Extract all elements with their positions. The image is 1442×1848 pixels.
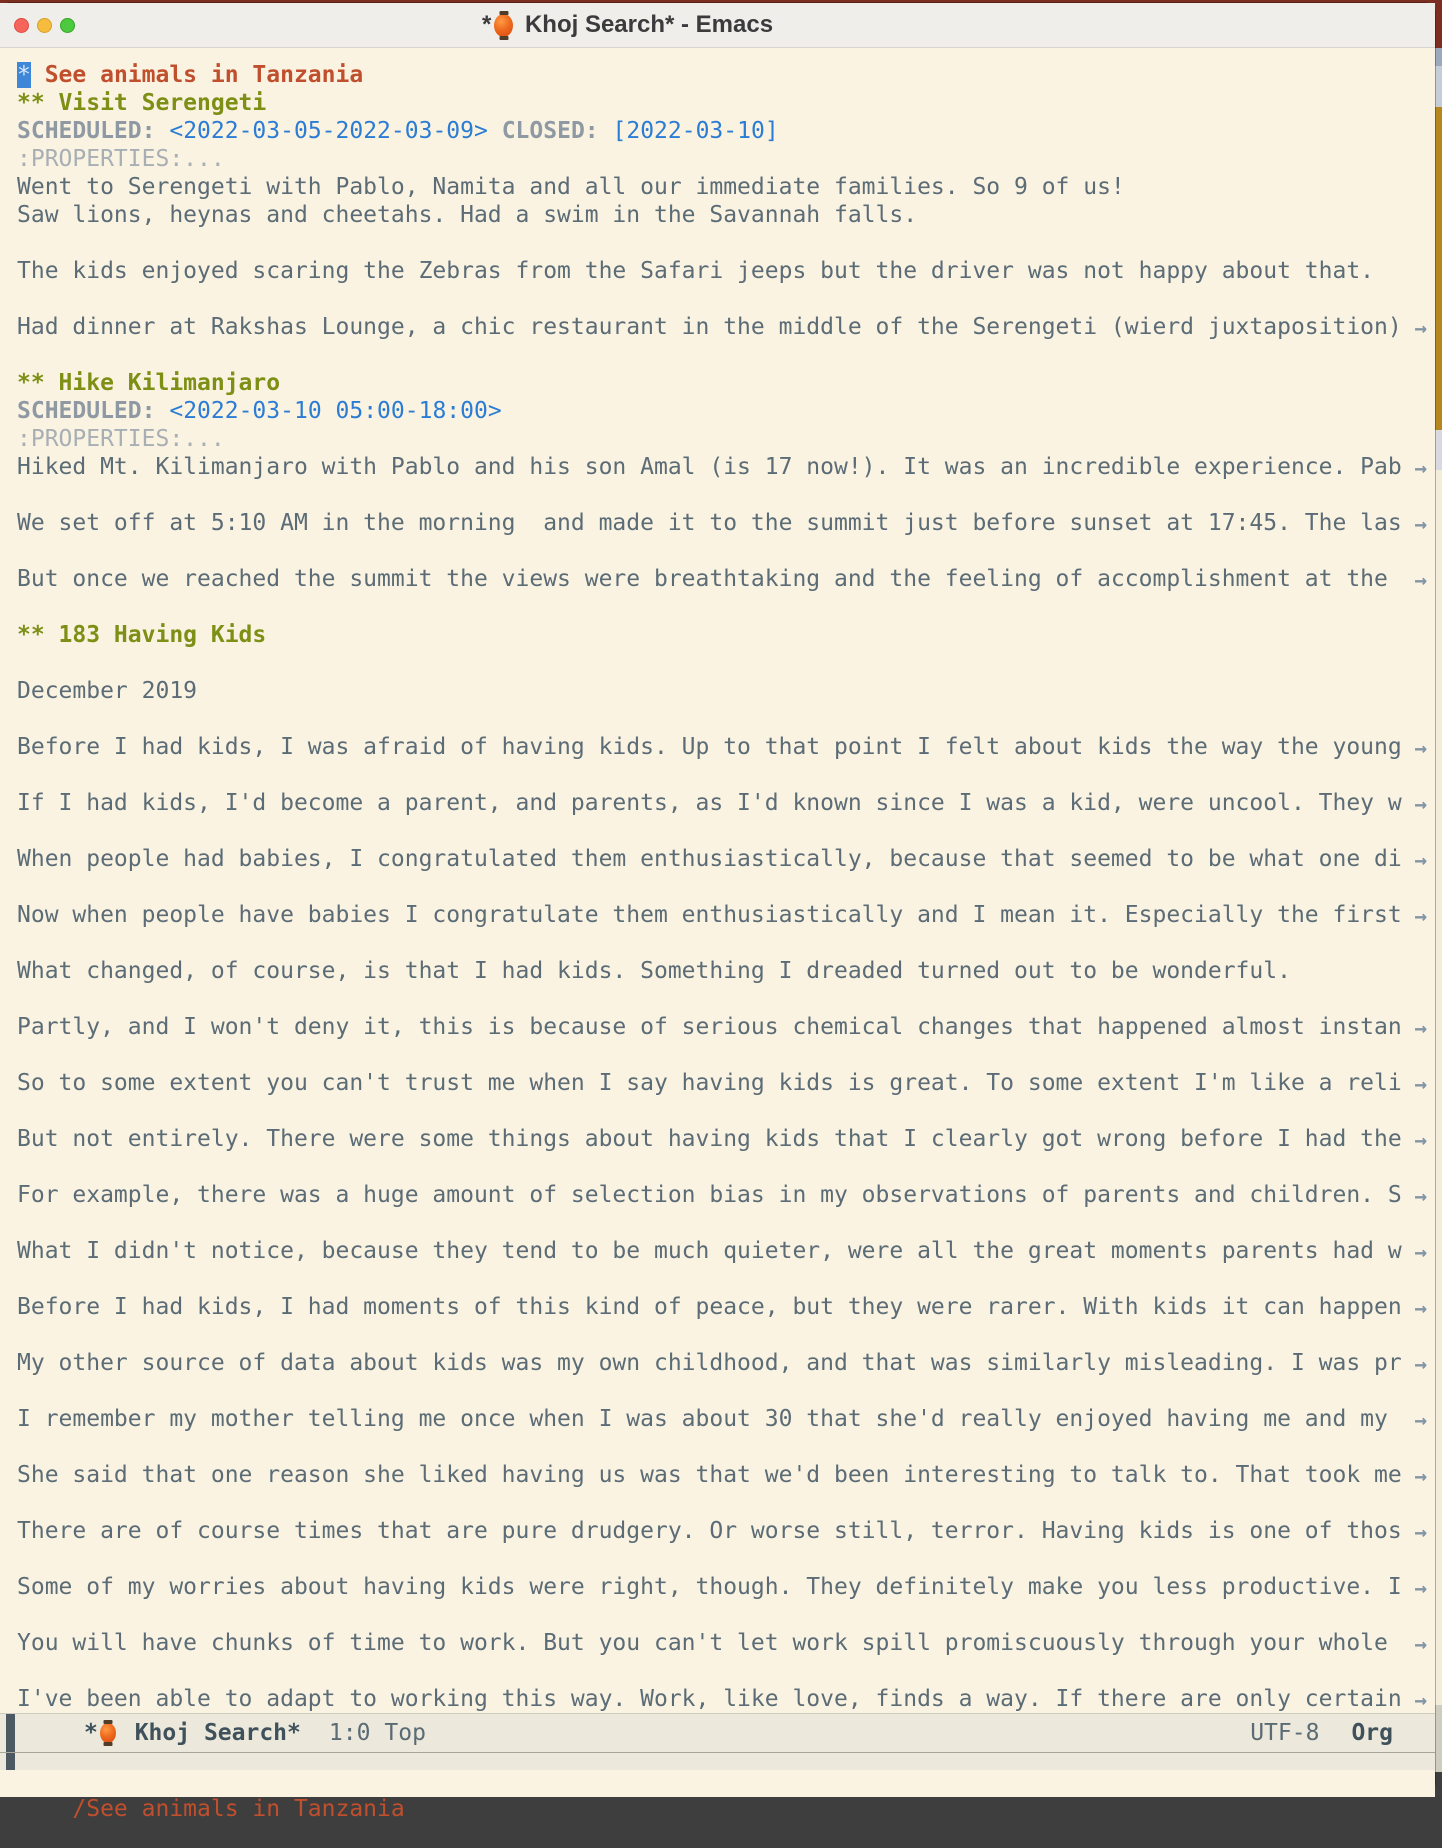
buffer-line (17, 1405, 1435, 1433)
buffer-line (17, 509, 1435, 537)
line-truncation-arrow-icon: → (1414, 736, 1427, 760)
text-cursor: * (17, 62, 31, 88)
modeline-buffer-name[interactable] (84, 1720, 301, 1746)
buffer-line (17, 901, 1435, 929)
buffer-blank-line (17, 873, 1435, 901)
buffer-line (17, 1461, 1435, 1489)
text-segment-prop: :PROPERTIES:... (17, 426, 225, 452)
text-segment-b: When people had babies, I congratulated them enthusiastically, because that seemed to be what one di (17, 846, 1402, 872)
buffer-blank-line (17, 481, 1435, 509)
buffer-line (17, 677, 1435, 705)
text-segment-b: December 2019 (17, 678, 198, 704)
buffer-line (17, 1237, 1435, 1265)
text-segment-b: Some of my worries about having kids were right, though. They definitely make you less productive. I (17, 1574, 1402, 1600)
line-truncation-arrow-icon: → (1414, 1632, 1427, 1656)
buffer-blank-line (17, 1153, 1435, 1181)
text-segment-b: Went to Serengeti with Pablo, Namita and all our immediate families. So 9 of us! (17, 174, 1125, 200)
buffer-line (17, 1181, 1435, 1209)
buffer-line (17, 845, 1435, 873)
buffer-blank-line (17, 649, 1435, 677)
buffer-line (17, 1349, 1435, 1377)
buffer-line (17, 313, 1435, 341)
text-segment-b (155, 398, 169, 424)
buffer-line (17, 145, 1435, 173)
text-segment-b: So to some extent you can't trust me when I say having kids is great. To some extent I'm like a reli (17, 1070, 1402, 1096)
buffer-blank-line (17, 285, 1435, 313)
line-truncation-arrow-icon: → (1414, 1464, 1427, 1488)
buffer-line (17, 1293, 1435, 1321)
buffer-line (17, 789, 1435, 817)
text-segment-kw: CLOSED: (501, 118, 599, 144)
line-truncation-arrow-icon: → (1414, 1016, 1427, 1040)
text-segment-h2: ** Hike Kilimanjaro (17, 370, 281, 396)
close-button[interactable] (14, 18, 29, 33)
text-segment-b: We set off at 5:10 AM in the morning and made it to the summit just before sunset at 17:45. The las (17, 510, 1402, 536)
line-truncation-arrow-icon: → (1414, 848, 1427, 872)
emacs-window (0, 3, 1435, 1822)
buffer-blank-line (17, 593, 1435, 621)
buffer-blank-line (17, 1433, 1435, 1461)
modeline-underline (0, 1752, 1435, 1753)
line-truncation-arrow-icon: → (1414, 456, 1427, 480)
modeline-name-prefix: * (84, 1720, 98, 1746)
title-prefix: * (481, 11, 492, 38)
line-truncation-arrow-icon: → (1414, 1688, 1427, 1712)
text-segment-b: She said that one reason she liked having us was that we'd been interesting to talk to. That took me (17, 1462, 1402, 1488)
buffer-line (17, 565, 1435, 593)
text-segment-b: What I didn't notice, because they tend to be much quieter, were all the great moments parents had w (17, 1238, 1402, 1264)
buffer-line (17, 957, 1435, 985)
buffer-blank-line (17, 1209, 1435, 1237)
line-truncation-arrow-icon: → (1414, 1520, 1427, 1544)
text-segment-b: Now when people have babies I congratulate them enthusiastically and I mean it. Especially the first (17, 902, 1402, 928)
text-segment-b: But not entirely. There were some things about having kids that I clearly got wrong before I had the (17, 1126, 1402, 1152)
traffic-lights (14, 3, 75, 47)
text-segment-h1: See animals in Tanzania (30, 62, 364, 88)
buffer-blank-line (17, 1601, 1435, 1629)
buffer-line (17, 425, 1435, 453)
buffer-line (17, 201, 1435, 229)
lantern-icon (100, 1723, 116, 1743)
text-segment-b (488, 118, 502, 144)
buffer-blank-line (17, 1377, 1435, 1405)
buffer-blank-line (17, 705, 1435, 733)
line-truncation-arrow-icon: → (1414, 904, 1427, 928)
minibuffer-search-text: /See animals in Tanzania (72, 1796, 405, 1822)
text-segment-b: For example, there was a huge amount of selection bias in my observations of parents and children. S (17, 1182, 1402, 1208)
text-segment-b: But once we reached the summit the views were breathtaking and the feeling of accomplishment at the (17, 566, 1402, 592)
text-segment-b: If I had kids, I'd become a parent, and parents, as I'd known since I was a kid, were uncool. They w (17, 790, 1402, 816)
line-truncation-arrow-icon: → (1414, 1128, 1427, 1152)
minimize-button[interactable] (37, 18, 52, 33)
text-segment-h2: ** 183 Having Kids (17, 622, 267, 648)
line-truncation-arrow-icon: → (1414, 1352, 1427, 1376)
modeline-scroll-position: Top (384, 1720, 426, 1746)
text-segment-kw: SCHEDULED: (17, 118, 156, 144)
text-segment-b: I remember my mother telling me once when I was about 30 that she'd really enjoyed having me and my (17, 1406, 1402, 1432)
org-heading-line[interactable] (17, 61, 1435, 89)
buffer-blank-line (17, 537, 1435, 565)
modeline (0, 1713, 1435, 1770)
buffer-line (17, 397, 1435, 425)
background-window-right-sliver (1434, 0, 1442, 1800)
buffer-blank-line (17, 341, 1435, 369)
line-truncation-arrow-icon: → (1414, 1296, 1427, 1320)
buffer-line (17, 1685, 1435, 1713)
buffer-blank-line (17, 1041, 1435, 1069)
buffer-line (17, 733, 1435, 761)
org-heading-line[interactable] (17, 369, 1435, 397)
modeline-encoding: UTF-8 (1250, 1720, 1320, 1746)
lantern-icon (494, 14, 513, 37)
text-segment-b: There are of course times that are pure drudgery. Or worse still, terror. Having kids is one of thos (17, 1518, 1402, 1544)
buffer-line (17, 257, 1435, 285)
text-segment-b: Before I had kids, I had moments of this kind of peace, but they were rarer. With kids it can happen (17, 1294, 1402, 1320)
modeline-major-mode[interactable]: Org (1351, 1720, 1393, 1746)
line-truncation-arrow-icon: → (1414, 316, 1427, 340)
line-truncation-arrow-icon: → (1414, 512, 1427, 536)
org-heading-line[interactable] (17, 621, 1435, 649)
buffer-blank-line (17, 1097, 1435, 1125)
buffer-blank-line (17, 1321, 1435, 1349)
text-segment-b: Saw lions, heynas and cheetahs. Had a swim in the Savannah falls. (17, 202, 918, 228)
line-truncation-arrow-icon: → (1414, 1576, 1427, 1600)
line-truncation-arrow-icon: → (1414, 1184, 1427, 1208)
text-segment-b: My other source of data about kids was my own childhood, and that was similarly misleading. I was pr (17, 1350, 1402, 1376)
line-truncation-arrow-icon: → (1414, 1240, 1427, 1264)
text-segment-date: <2022-03-10 05:00-18:00> (169, 398, 502, 424)
buffer-blank-line (17, 1265, 1435, 1293)
buffer-blank-line (17, 985, 1435, 1013)
line-truncation-arrow-icon: → (1414, 1072, 1427, 1096)
buffer-blank-line (17, 1657, 1435, 1685)
line-truncation-arrow-icon: → (1414, 792, 1427, 816)
text-segment-b: I've been able to adapt to working this way. Work, like love, finds a way. If there are only certain (17, 1686, 1402, 1712)
buffer-blank-line (17, 1489, 1435, 1517)
buffer-line (17, 453, 1435, 481)
text-segment-prop: :PROPERTIES:... (17, 146, 225, 172)
org-buffer-text-area[interactable] (0, 48, 1435, 1713)
text-segment-b (155, 118, 169, 144)
buffer-line (17, 117, 1435, 145)
modeline-name-text: Khoj Search* (120, 1720, 301, 1746)
buffer-line (17, 173, 1435, 201)
text-segment-date: [2022-03-10] (612, 118, 779, 144)
buffer-line (17, 1573, 1435, 1601)
text-segment-b: The kids enjoyed scaring the Zebras from the Safari jeeps but the driver was not happy about that. (17, 258, 1375, 284)
titlebar[interactable] (0, 3, 1435, 48)
modeline-accent-bar (6, 1714, 15, 1770)
buffer-line (17, 1013, 1435, 1041)
org-heading-line[interactable] (17, 89, 1435, 117)
line-truncation-arrow-icon: → (1414, 1408, 1427, 1432)
text-segment-b: You will have chunks of time to work. But you can't let work spill promiscuously through your whole (17, 1630, 1402, 1656)
minibuffer[interactable] (0, 1770, 1435, 1822)
buffer-line (17, 1629, 1435, 1657)
text-segment-h2: ** Visit Serengeti (17, 90, 267, 116)
buffer-blank-line (17, 761, 1435, 789)
text-segment-date: <2022-03-05-2022-03-09> (169, 118, 488, 144)
text-segment-b: Partly, and I won't deny it, this is because of serious chemical changes that happened almost instan (17, 1014, 1402, 1040)
buffer-line (17, 1069, 1435, 1097)
text-segment-b: Hiked Mt. Kilimanjaro with Pablo and his son Amal (is 17 now!). It was an incredible experience. Pab (17, 454, 1402, 480)
text-segment-b: Before I had kids, I was afraid of having kids. Up to that point I felt about kids the way the young (17, 734, 1402, 760)
buffer-line (17, 1517, 1435, 1545)
buffer-line (17, 1125, 1435, 1153)
text-segment-b (599, 118, 613, 144)
text-segment-kw: SCHEDULED: (17, 398, 156, 424)
buffer-blank-line (17, 929, 1435, 957)
window-title (482, 11, 773, 39)
buffer-blank-line (17, 1545, 1435, 1573)
modeline-row (0, 1714, 1435, 1752)
buffer-blank-line (17, 817, 1435, 845)
text-segment-b: Had dinner at Rakshas Lounge, a chic restaurant in the middle of the Serengeti (wierd juxtaposition) (17, 314, 1402, 340)
text-segment-b: What changed, of course, is that I had kids. Something I dreaded turned out to be wonderful. (17, 958, 1291, 984)
title-text: Khoj Search* - Emacs (518, 11, 774, 38)
line-truncation-arrow-icon: → (1414, 568, 1427, 592)
buffer-blank-line (17, 229, 1435, 257)
zoom-button[interactable] (60, 18, 75, 33)
modeline-cursor-position: 1:0 (328, 1720, 371, 1746)
